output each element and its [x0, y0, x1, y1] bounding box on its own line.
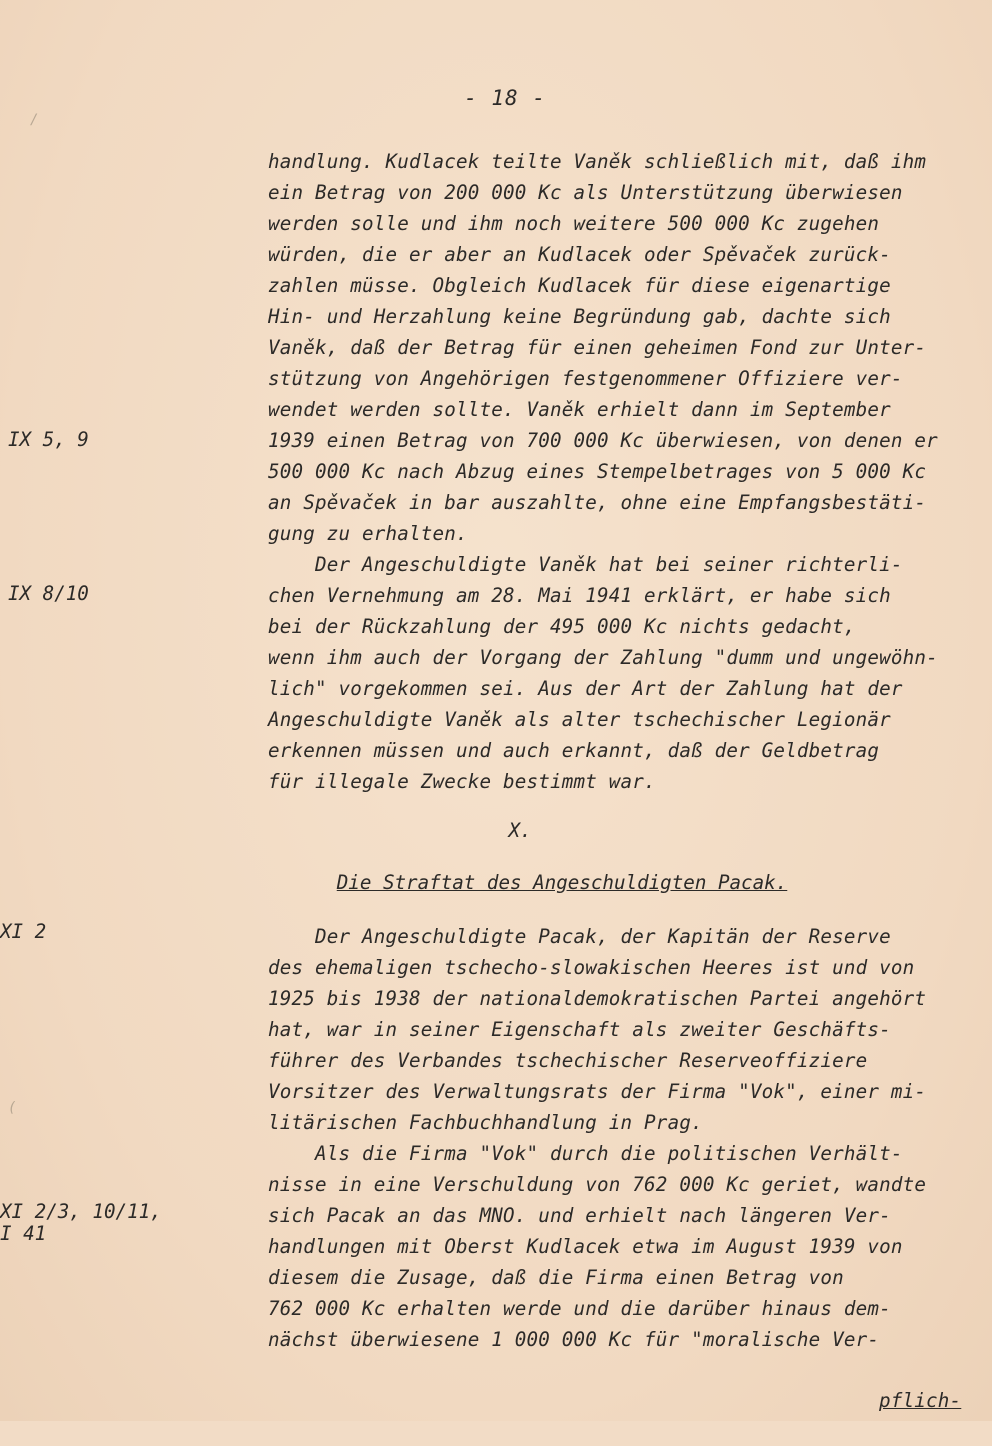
text-line: werden solle und ihm noch weitere 500 000 Kc zugehen	[268, 212, 880, 235]
text-line: Der Angeschuldigte Pacak, der Kapitän der Reserve	[268, 925, 891, 948]
text-line: erkennen müssen und auch erkannt, daß der Geldbetrag	[268, 739, 880, 762]
margin-note: XI 2/3, 10/11,	[0, 1200, 162, 1223]
margin-note: IX 5, 9	[8, 428, 89, 451]
text-line: des ehemaligen tschecho-slowakischen Heeres ist und von	[268, 956, 915, 979]
margin-note: I 41	[0, 1222, 47, 1245]
text-line: 762 000 Kc erhalten werde und die darüber hinaus dem-	[268, 1297, 891, 1320]
text-line: handlungen mit Oberst Kudlacek etwa im August 1939 von	[268, 1235, 903, 1258]
text-line: zahlen müsse. Obgleich Kudlacek für diese eigenartige	[268, 274, 891, 297]
text-line: bei der Rückzahlung der 495 000 Kc nichts gedacht,	[268, 615, 856, 638]
margin-note: XI 2	[0, 920, 47, 943]
text-line: hat, war in seiner Eigenschaft als zweiter Geschäfts-	[268, 1018, 891, 1041]
text-line: nächst überwiesene 1 000 000 Kc für "moralische Ver-	[268, 1328, 880, 1351]
text-line: wendet werden sollte. Vaněk erhielt dann im September	[268, 398, 891, 421]
text-line: stützung von Angehörigen festgenommener Offiziere ver-	[268, 367, 903, 390]
text-line: 1939 einen Betrag von 700 000 Kc überwiesen, von denen er	[268, 429, 938, 452]
section-title-text: Die Straftat des Angeschuldigten Pacak.	[336, 871, 788, 894]
text-line: litärischen Fachbuchhandlung in Prag.	[268, 1111, 703, 1134]
text-line: diesem die Zusage, daß die Firma einen Betrag von	[268, 1266, 844, 1289]
text-line: führer des Verbandes tschechischer Reserveoffiziere	[268, 1049, 868, 1072]
text-line: Hin- und Herzahlung keine Begründung gab, dachte sich	[268, 305, 891, 328]
section-title	[62, 868, 992, 898]
pencil-mark: (	[8, 1100, 17, 1116]
text-line: sich Pacak an das MNO. und erhielt nach längeren Ver-	[268, 1204, 891, 1227]
catchword-text: pflich-	[879, 1389, 962, 1412]
page-number: - 18 -	[464, 86, 546, 110]
text-line: für illegale Zwecke bestimmt war.	[268, 770, 656, 793]
text-line: würden, die er aber an Kudlacek oder Spěvaček zurück-	[268, 243, 891, 266]
section-number: X.	[508, 819, 532, 842]
text-line: nisse in eine Verschuldung von 762 000 Kc geriet, wandte	[268, 1173, 927, 1196]
text-line: gung zu erhalten.	[268, 522, 468, 545]
text-line: wenn ihm auch der Vorgang der Zahlung "dumm und ungewöhn-	[268, 646, 938, 669]
text-line: Vaněk, daß der Betrag für einen geheimen Fond zur Unter-	[268, 336, 927, 359]
text-line: Als die Firma "Vok" durch die politischen Verhält-	[268, 1142, 903, 1165]
text-line: chen Vernehmung am 28. Mai 1941 erklärt, er habe sich	[268, 584, 891, 607]
text-line: Angeschuldigte Vaněk als alter tschechischer Legionär	[268, 708, 891, 731]
text-line: handlung. Kudlacek teilte Vaněk schließlich mit, daß ihm	[268, 150, 927, 173]
text-line: lich" vorgekommen sei. Aus der Art der Zahlung hat der	[268, 677, 903, 700]
pencil-mark: /	[30, 112, 39, 128]
text-line: 500 000 Kc nach Abzug eines Stempelbetrages von 5 000 Kc	[268, 460, 927, 483]
catchword	[832, 1356, 961, 1446]
text-line: 1925 bis 1938 der nationaldemokratischen Partei angehört	[268, 987, 927, 1010]
text-line: Vorsitzer des Verwaltungsrats der Firma "Vok", einer mi-	[268, 1080, 927, 1103]
margin-note: IX 8/10	[8, 582, 89, 605]
text-line: an Spěvaček in bar auszahlte, ohne eine Empfangsbestäti-	[268, 491, 927, 514]
text-line: Der Angeschuldigte Vaněk hat bei seiner richterli-	[268, 553, 903, 576]
text-line: ein Betrag von 200 000 Kc als Unterstützung überwiesen	[268, 181, 903, 204]
